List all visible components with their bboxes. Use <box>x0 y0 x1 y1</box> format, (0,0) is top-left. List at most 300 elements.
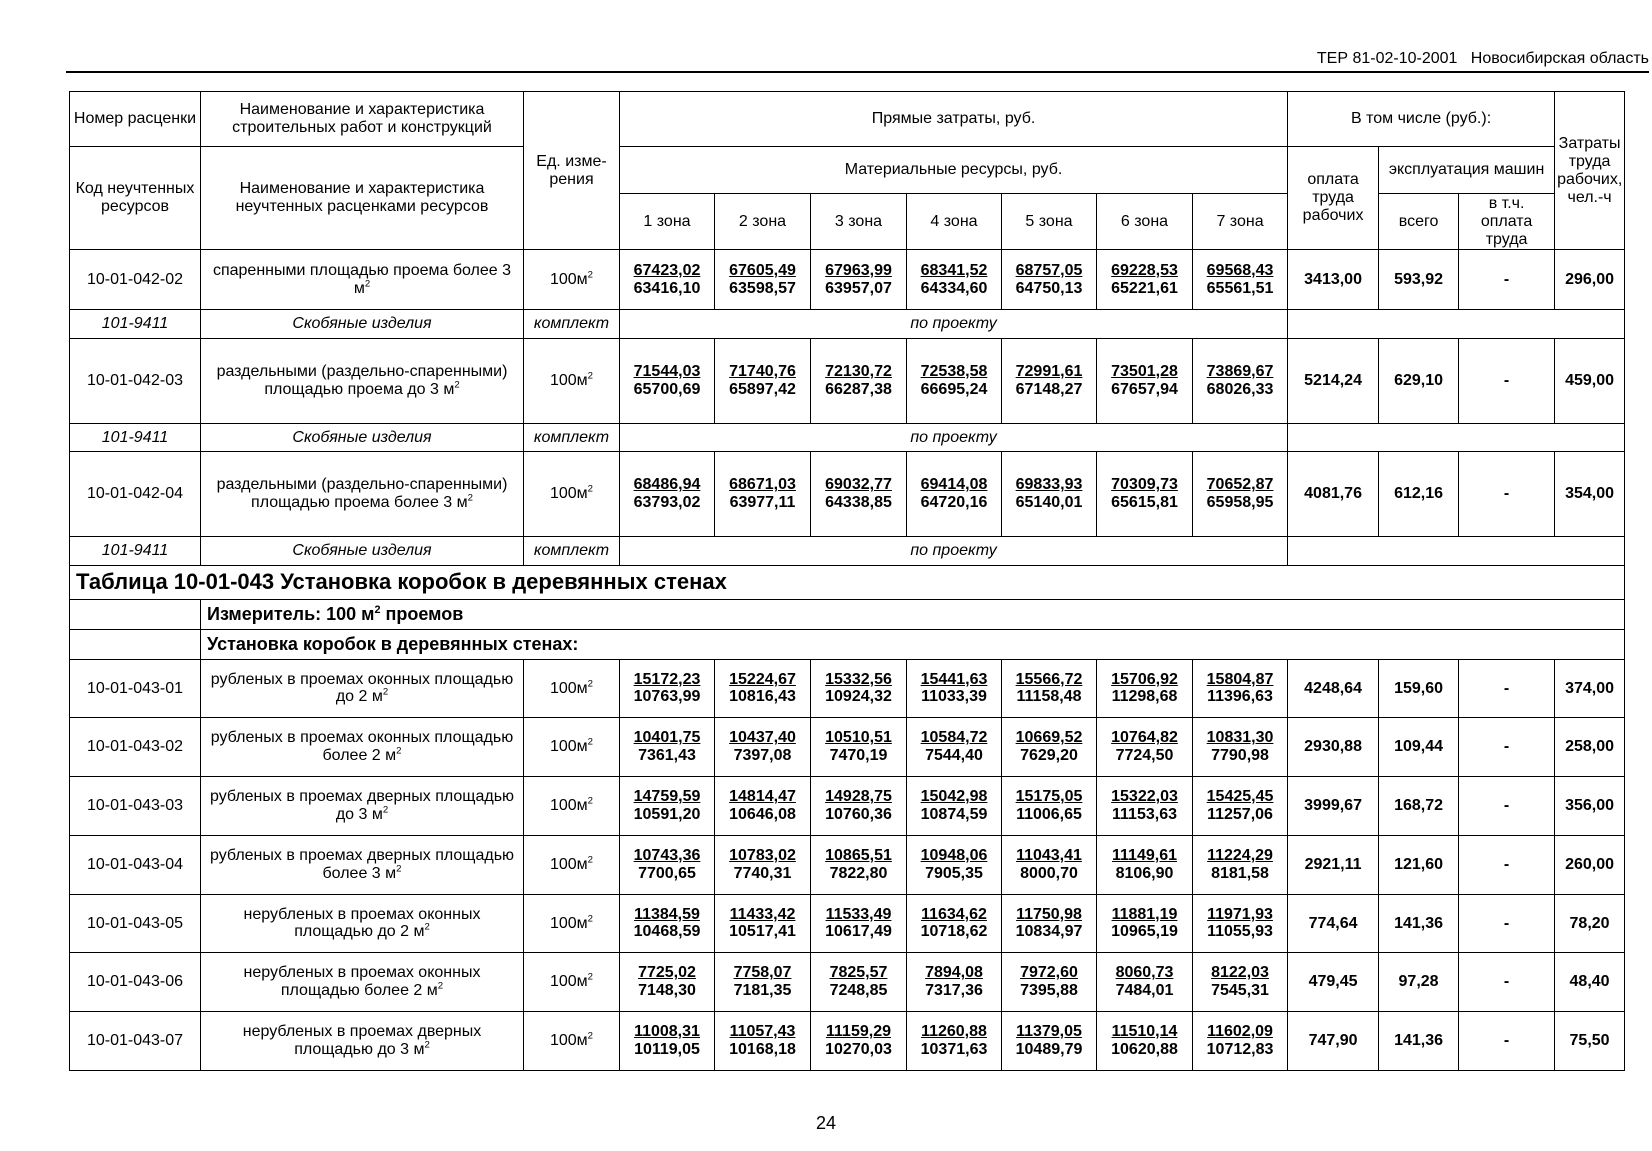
labor-value: 354,00 <box>1555 452 1625 537</box>
direct-cost-value: 11260,88 <box>921 1023 987 1041</box>
direct-cost-value: 11384,59 <box>634 905 700 923</box>
direct-cost-value: 11602,09 <box>1207 1023 1273 1041</box>
material-cost-value: 8106,90 <box>1115 864 1174 882</box>
zone-price <box>811 250 907 310</box>
labor-value: 48,40 <box>1555 953 1625 1012</box>
col-materials-header: Материальные ресурсы, руб. <box>620 146 1288 193</box>
zone-price <box>907 250 1002 310</box>
machine-wage-value: - <box>1459 894 1555 953</box>
superscript: 2 <box>374 604 381 617</box>
measure-text: Измеритель: 100 м <box>207 604 375 625</box>
material-cost-value: 63598,57 <box>729 279 796 297</box>
col-resource-code-header: Код неучтенных ресурсов <box>70 146 201 250</box>
direct-cost-value: 15322,03 <box>1111 788 1178 806</box>
table-row <box>70 777 1625 836</box>
zone-price <box>1193 250 1288 310</box>
material-cost-value: 7544,40 <box>925 747 983 765</box>
wage-value: 2930,88 <box>1288 718 1379 777</box>
unit-text: 100м <box>549 797 588 815</box>
material-cost-value: 11006,65 <box>1016 805 1082 823</box>
material-cost-value: 11153,63 <box>1112 805 1177 823</box>
rate-code: 10-01-043-03 <box>70 777 201 836</box>
zone-price <box>907 452 1002 537</box>
unit-text: 100м <box>549 973 588 991</box>
material-cost-value: 7397,08 <box>733 747 792 765</box>
zone-price <box>1097 777 1193 836</box>
material-cost-value: 7740,31 <box>733 864 792 882</box>
zone-price <box>811 777 907 836</box>
direct-cost-value: 10669,52 <box>1015 729 1083 747</box>
zone-price <box>620 718 715 777</box>
work-name <box>201 1012 524 1071</box>
superscript: 2 <box>364 278 371 290</box>
col-machines-wage-header: в т.ч. оплата труда <box>1459 194 1555 250</box>
work-name-text: раздельными (раздельно-спаренными) площадью проема до 3 м <box>216 362 508 398</box>
zone-price <box>1193 835 1288 894</box>
zone-price <box>811 452 907 537</box>
superscript: 2 <box>587 483 594 495</box>
unit <box>524 250 620 310</box>
material-cost-value: 64334,60 <box>920 279 988 297</box>
zone-price <box>715 777 811 836</box>
work-name-text: рубленых в проемах дверных площадью более 3 м <box>209 846 515 882</box>
zone-price <box>620 452 715 537</box>
zone-price <box>1097 835 1193 894</box>
wage-value: 2921,11 <box>1288 835 1379 894</box>
measure-row <box>70 599 1625 629</box>
direct-cost-value: 7972,60 <box>1020 964 1078 982</box>
material-cost-value: 65958,95 <box>1206 494 1274 512</box>
material-cost-value: 10760,36 <box>825 805 892 823</box>
work-name <box>201 835 524 894</box>
material-cost-value: 10874,59 <box>920 805 988 823</box>
direct-cost-value: 67423,02 <box>633 261 701 279</box>
material-cost-value: 64720,16 <box>920 494 988 512</box>
material-cost-value: 11257,06 <box>1207 805 1273 823</box>
zone-price <box>1193 718 1288 777</box>
wage-value: 3999,67 <box>1288 777 1379 836</box>
unit-text: 100м <box>549 914 588 932</box>
zone-price <box>1002 953 1097 1012</box>
resource-name: Скобяные изделия <box>201 536 524 565</box>
wage-value: 4248,64 <box>1288 659 1379 718</box>
material-cost-value: 7790,98 <box>1211 747 1269 765</box>
material-cost-value: 7181,35 <box>733 982 792 1000</box>
wage-value: 5214,24 <box>1288 339 1379 424</box>
header-rule <box>66 71 1649 73</box>
material-cost-value: 65615,81 <box>1111 494 1178 512</box>
zone-price <box>620 777 715 836</box>
material-cost-value: 63793,02 <box>633 494 701 512</box>
zone-price <box>1002 1012 1097 1071</box>
zone-price <box>811 718 907 777</box>
machine-value: 159,60 <box>1379 659 1459 718</box>
rate-code: 10-01-043-06 <box>70 953 201 1012</box>
col-including-header: В том числе (руб.): <box>1288 92 1555 147</box>
direct-cost-value: 69568,43 <box>1206 261 1274 279</box>
material-cost-value: 7248,85 <box>829 982 888 1000</box>
unit-text: 100м <box>549 270 588 288</box>
unit-text: 100м <box>549 371 588 389</box>
direct-cost-value: 14759,59 <box>633 788 701 806</box>
empty-cell <box>1288 310 1625 339</box>
material-cost-value: 63977,11 <box>729 494 796 512</box>
measure-tail: проемов <box>380 604 464 625</box>
superscript: 2 <box>587 1030 594 1042</box>
machine-wage-value: - <box>1459 250 1555 310</box>
direct-cost-value: 15804,87 <box>1206 670 1274 688</box>
material-cost-value: 7905,35 <box>925 864 983 882</box>
material-cost-value: 10712,83 <box>1206 1041 1274 1059</box>
direct-cost-value: 11149,61 <box>1112 846 1177 864</box>
superscript: 2 <box>587 913 594 925</box>
machine-value: 141,36 <box>1379 1012 1459 1071</box>
direct-cost-value: 11008,31 <box>634 1023 700 1041</box>
superscript: 2 <box>587 269 594 281</box>
material-cost-value: 7361,43 <box>638 747 696 765</box>
zone-price <box>1097 953 1193 1012</box>
direct-cost-value: 73501,28 <box>1111 362 1178 380</box>
table-row <box>70 452 1625 537</box>
zone-price <box>907 339 1002 424</box>
superscript: 2 <box>587 971 594 983</box>
zone-price <box>1002 250 1097 310</box>
labor-value: 356,00 <box>1555 777 1625 836</box>
material-cost-value: 10468,59 <box>633 923 701 941</box>
direct-cost-value: 67605,49 <box>729 261 796 279</box>
machine-wage-value: - <box>1459 835 1555 894</box>
direct-cost-value: 10948,06 <box>920 846 988 864</box>
zone-header: 2 зона <box>715 194 811 250</box>
zone-price <box>907 718 1002 777</box>
direct-cost-value: 11433,42 <box>729 905 796 923</box>
zone-price <box>907 835 1002 894</box>
table-row <box>70 718 1625 777</box>
direct-cost-value: 10783,02 <box>729 846 796 864</box>
table-row <box>70 659 1625 718</box>
direct-cost-value: 10831,30 <box>1206 729 1274 747</box>
direct-cost-value: 72991,61 <box>1015 362 1083 380</box>
direct-cost-value: 68341,52 <box>920 261 988 279</box>
machine-wage-value: - <box>1459 718 1555 777</box>
direct-cost-value: 11750,98 <box>1016 905 1082 923</box>
direct-cost-value: 8122,03 <box>1211 964 1269 982</box>
machine-wage-value: - <box>1459 659 1555 718</box>
zone-header: 5 зона <box>1002 194 1097 250</box>
material-cost-value: 10517,41 <box>729 923 796 941</box>
zone-price <box>1002 452 1097 537</box>
material-cost-value: 10924,32 <box>825 688 892 706</box>
material-cost-value: 7317,36 <box>925 982 983 1000</box>
resource-unit: комплект <box>524 423 620 452</box>
group-title: Установка коробок в деревянных стенах: <box>201 629 1625 659</box>
superscript: 2 <box>587 678 594 690</box>
direct-cost-value: 10437,40 <box>729 729 796 747</box>
material-cost-value: 10119,05 <box>634 1041 700 1059</box>
col-machines-header: эксплуатация машин <box>1379 146 1555 193</box>
zone-price <box>1193 1012 1288 1071</box>
superscript: 2 <box>382 804 389 816</box>
zone-price <box>1002 339 1097 424</box>
unit <box>524 659 620 718</box>
zone-price <box>620 659 715 718</box>
material-cost-value: 67657,94 <box>1111 380 1178 398</box>
direct-cost-value: 15332,56 <box>825 670 892 688</box>
zone-price <box>907 777 1002 836</box>
material-cost-value: 7822,80 <box>829 864 888 882</box>
direct-cost-value: 15425,45 <box>1206 788 1274 806</box>
material-cost-value: 65700,69 <box>633 380 701 398</box>
document-code: ТЕР 81-02-10-2001 <box>1316 50 1458 67</box>
direct-cost-value: 73869,67 <box>1206 362 1274 380</box>
col-wages-header: оплата труда рабочих <box>1288 146 1379 250</box>
material-cost-value: 11055,93 <box>1207 923 1273 941</box>
zone-price <box>1097 452 1193 537</box>
direct-cost-value: 11224,29 <box>1207 846 1273 864</box>
direct-cost-value: 71740,76 <box>729 362 796 380</box>
zone-price <box>715 659 811 718</box>
zone-price <box>907 1012 1002 1071</box>
unit <box>524 339 620 424</box>
work-name <box>201 953 524 1012</box>
labor-value: 260,00 <box>1555 835 1625 894</box>
zone-price <box>620 835 715 894</box>
work-name <box>201 777 524 836</box>
col-unit-header: Ед. изме-рения <box>524 92 620 250</box>
zone-price <box>811 659 907 718</box>
zone-price <box>1193 452 1288 537</box>
work-name <box>201 452 524 537</box>
material-cost-value: 65561,51 <box>1206 279 1274 297</box>
zone-price <box>907 659 1002 718</box>
direct-cost-value: 68757,05 <box>1015 261 1083 279</box>
direct-cost-value: 15706,92 <box>1111 670 1178 688</box>
direct-cost-value: 15441,63 <box>920 670 988 688</box>
wage-value: 479,45 <box>1288 953 1379 1012</box>
direct-cost-value: 7825,57 <box>829 964 888 982</box>
material-cost-value: 65221,61 <box>1111 279 1178 297</box>
zone-price <box>715 718 811 777</box>
unit-text: 100м <box>549 855 588 873</box>
section-title-row <box>70 565 1625 599</box>
wage-value: 747,90 <box>1288 1012 1379 1071</box>
machine-value: 612,16 <box>1379 452 1459 537</box>
empty-cell <box>1288 536 1625 565</box>
machine-wage-value: - <box>1459 452 1555 537</box>
superscript: 2 <box>587 854 594 866</box>
direct-cost-value: 67963,99 <box>825 261 892 279</box>
machine-value: 141,36 <box>1379 894 1459 953</box>
machine-wage-value: - <box>1459 1012 1555 1071</box>
rate-code: 10-01-043-01 <box>70 659 201 718</box>
zone-header: 4 зона <box>907 194 1002 250</box>
superscript: 2 <box>454 379 460 391</box>
zone-price <box>1193 659 1288 718</box>
col-resource-name-header: Наименование и характеристика неучтенных расценками ресурсов <box>201 146 524 250</box>
unit-text: 100м <box>549 1032 588 1050</box>
material-cost-value: 10646,08 <box>729 805 796 823</box>
zone-price <box>620 250 715 310</box>
direct-cost-value: 11881,19 <box>1111 905 1178 923</box>
work-name-text: нерубленых в проемах оконных площадью более 2 м <box>243 964 481 1000</box>
empty-cell <box>1288 423 1625 452</box>
material-cost-value: 7484,01 <box>1115 982 1174 1000</box>
zone-price <box>715 452 811 537</box>
material-cost-value: 10763,99 <box>633 688 701 706</box>
rate-code: 10-01-042-04 <box>70 452 201 537</box>
unit <box>524 452 620 537</box>
zone-price <box>1193 339 1288 424</box>
material-cost-value: 7700,65 <box>638 864 696 882</box>
zone-price <box>1002 659 1097 718</box>
machine-value: 109,44 <box>1379 718 1459 777</box>
direct-cost-value: 14928,75 <box>825 788 892 806</box>
zone-price <box>1097 718 1193 777</box>
superscript: 2 <box>437 980 444 992</box>
direct-cost-value: 7725,02 <box>638 964 696 982</box>
resource-code: 101-9411 <box>70 423 201 452</box>
work-name-text: спаренными площадью проема более 3 м <box>212 261 512 297</box>
zone-price <box>715 835 811 894</box>
work-name <box>201 718 524 777</box>
table-row <box>70 835 1625 894</box>
unit <box>524 1012 620 1071</box>
empty-cell <box>70 599 201 629</box>
zone-price <box>907 894 1002 953</box>
work-name-text: нерубленых в проемах оконных площадью до 2 м <box>243 905 481 941</box>
document-region: Новосибирская область <box>1470 50 1649 67</box>
work-name <box>201 250 524 310</box>
direct-cost-value: 8060,73 <box>1115 964 1174 982</box>
direct-cost-value: 15566,72 <box>1015 670 1083 688</box>
direct-cost-value: 7894,08 <box>925 964 983 982</box>
zone-price <box>620 1012 715 1071</box>
table-row <box>70 953 1625 1012</box>
direct-cost-value: 11057,43 <box>729 1023 796 1041</box>
direct-cost-value: 15172,23 <box>633 670 701 688</box>
material-cost-value: 63416,10 <box>633 279 701 297</box>
labor-value: 258,00 <box>1555 718 1625 777</box>
unit <box>524 718 620 777</box>
zone-price <box>1097 894 1193 953</box>
zone-price <box>1193 953 1288 1012</box>
zone-price <box>1002 777 1097 836</box>
material-cost-value: 10617,49 <box>825 923 892 941</box>
document-header <box>0 50 1649 68</box>
material-cost-value: 67148,27 <box>1015 380 1083 398</box>
machine-value: 168,72 <box>1379 777 1459 836</box>
resource-unit: комплект <box>524 310 620 339</box>
rate-code: 10-01-042-02 <box>70 250 201 310</box>
machine-value: 121,60 <box>1379 835 1459 894</box>
machine-wage-value: - <box>1459 339 1555 424</box>
zone-price <box>811 953 907 1012</box>
resource-note: по проекту <box>620 310 1288 339</box>
unit <box>524 894 620 953</box>
material-cost-value: 10489,79 <box>1015 1041 1083 1059</box>
material-cost-value: 65140,01 <box>1015 494 1083 512</box>
superscript: 2 <box>424 922 430 934</box>
zone-price <box>1193 777 1288 836</box>
material-cost-value: 10620,88 <box>1111 1041 1178 1059</box>
superscript: 2 <box>424 1039 430 1051</box>
work-name-text: нерубленых в проемах дверных площадью до 3 м <box>242 1023 482 1059</box>
direct-cost-value: 10764,82 <box>1111 729 1178 747</box>
superscript: 2 <box>382 687 389 699</box>
material-cost-value: 65897,42 <box>729 380 796 398</box>
wage-value: 3413,00 <box>1288 250 1379 310</box>
zone-price <box>1193 894 1288 953</box>
resource-code: 101-9411 <box>70 536 201 565</box>
direct-cost-value: 10584,72 <box>920 729 988 747</box>
zone-price <box>1097 659 1193 718</box>
unit-text: 100м <box>549 679 588 697</box>
superscript: 2 <box>587 736 594 748</box>
machine-value: 593,92 <box>1379 250 1459 310</box>
material-cost-value: 10270,03 <box>825 1041 892 1059</box>
work-name <box>201 894 524 953</box>
group-row <box>70 629 1625 659</box>
col-machines-total-header: всего <box>1379 194 1459 250</box>
table-row <box>70 339 1625 424</box>
wage-value: 774,64 <box>1288 894 1379 953</box>
direct-cost-value: 68671,03 <box>729 476 796 494</box>
material-cost-value: 66695,24 <box>920 380 988 398</box>
unit-text: 100м <box>549 485 588 503</box>
direct-cost-value: 71544,03 <box>633 362 701 380</box>
material-cost-value: 7724,50 <box>1115 747 1174 765</box>
work-name-text: рубленых в проемах дверных площадью до 3 м <box>209 788 515 823</box>
material-cost-value: 63957,07 <box>825 279 892 297</box>
material-cost-value: 8000,70 <box>1020 864 1078 882</box>
material-cost-value: 10965,19 <box>1111 923 1178 941</box>
material-cost-value: 7545,31 <box>1211 982 1269 1000</box>
material-cost-value: 64338,85 <box>825 494 892 512</box>
material-cost-value: 11396,63 <box>1207 688 1273 706</box>
resource-row <box>70 423 1625 452</box>
unit <box>524 777 620 836</box>
direct-cost-value: 11159,29 <box>826 1023 891 1041</box>
col-labor-header: Затраты труда рабочих, чел.-ч <box>1555 92 1625 250</box>
zone-price <box>715 1012 811 1071</box>
direct-cost-value: 72130,72 <box>825 362 892 380</box>
material-cost-value: 11158,48 <box>1016 688 1082 706</box>
superscript: 2 <box>587 370 594 382</box>
direct-cost-value: 70309,73 <box>1111 476 1178 494</box>
unit-text: 100м <box>549 738 588 756</box>
machine-wage-value: - <box>1459 953 1555 1012</box>
resource-note: по проекту <box>620 423 1288 452</box>
direct-cost-value: 14814,47 <box>729 788 796 806</box>
material-cost-value: 10816,43 <box>729 688 796 706</box>
resource-note: по проекту <box>620 536 1288 565</box>
empty-cell <box>70 629 201 659</box>
direct-cost-value: 11379,05 <box>1016 1023 1082 1041</box>
page-number: 24 <box>815 1113 837 1133</box>
rate-code: 10-01-043-05 <box>70 894 201 953</box>
zone-price <box>1097 250 1193 310</box>
material-cost-value: 11298,68 <box>1111 688 1178 706</box>
material-cost-value: 7629,20 <box>1020 747 1078 765</box>
table-row <box>70 1012 1625 1071</box>
direct-cost-value: 72538,58 <box>920 362 988 380</box>
table-row <box>70 894 1625 953</box>
table-row <box>70 250 1625 310</box>
material-cost-value: 10371,63 <box>920 1041 988 1059</box>
zone-price <box>620 894 715 953</box>
material-cost-value: 11033,39 <box>921 688 987 706</box>
zone-price <box>715 894 811 953</box>
